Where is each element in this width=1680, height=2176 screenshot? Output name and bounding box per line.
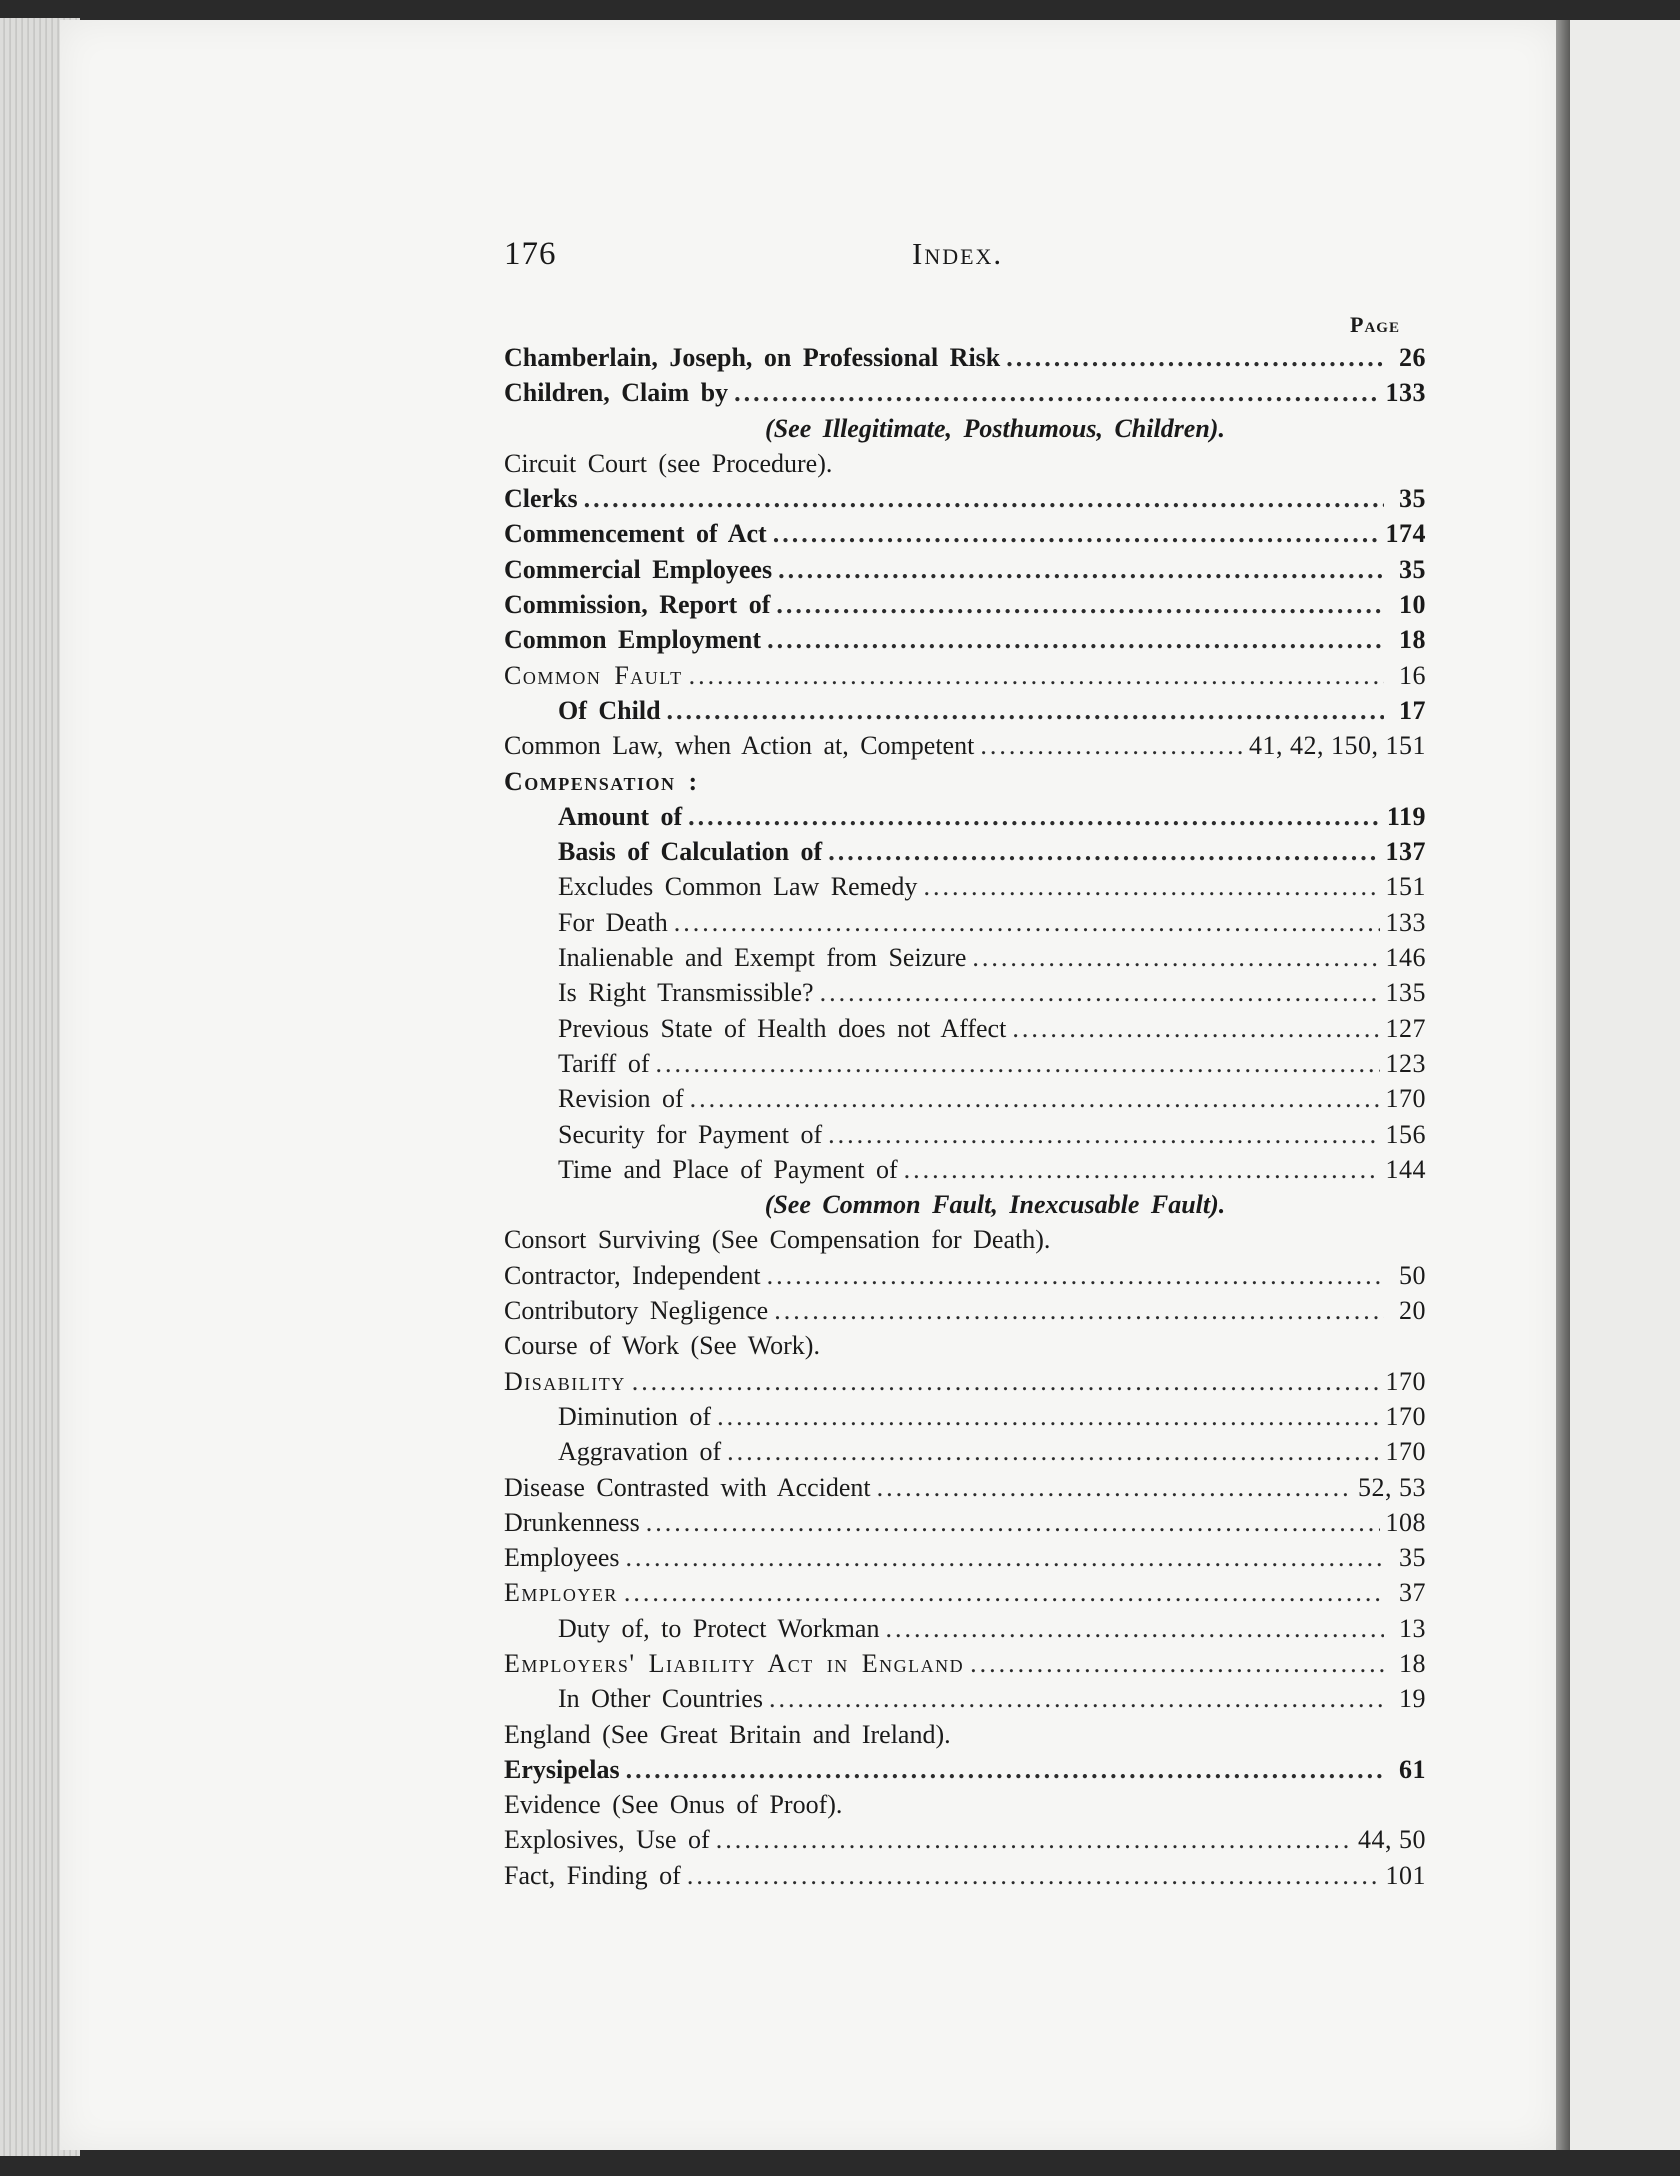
- dot-leader: [667, 693, 1384, 728]
- index-entry: [504, 728, 1426, 763]
- dot-leader: [769, 1681, 1384, 1716]
- index-entry: [504, 905, 1426, 940]
- index-entry-label: In Other Countries: [558, 1684, 763, 1714]
- index-entry-label: Of Child: [558, 695, 661, 725]
- dot-leader: [972, 940, 1379, 975]
- index-entry: [504, 1293, 1426, 1328]
- dot-leader: [734, 375, 1379, 410]
- dot-leader: [923, 869, 1379, 904]
- dot-leader: [980, 728, 1243, 763]
- index-entry-pages: 127: [1385, 1013, 1426, 1043]
- index-entry: [504, 1505, 1426, 1540]
- index-entry-pages: 16: [1399, 660, 1426, 690]
- index-entry-label: Disability: [504, 1366, 626, 1396]
- index-entry-pages: 35: [1399, 1543, 1426, 1573]
- index-entry-label: For Death: [558, 907, 668, 937]
- dot-leader: [778, 552, 1384, 587]
- dot-leader: [885, 1611, 1384, 1646]
- index-entry-label: Clerks: [504, 484, 578, 514]
- dot-leader: [717, 1399, 1379, 1434]
- index-entry-pages: 41, 42, 150, 151: [1249, 731, 1426, 761]
- index-entry-pages: 135: [1385, 978, 1426, 1008]
- index-entry: [504, 1222, 1426, 1257]
- running-title: Index.: [912, 236, 1004, 271]
- index-entry: [504, 1011, 1426, 1046]
- index-entry-label: Tariff of: [558, 1048, 650, 1078]
- dot-leader: [828, 1117, 1379, 1152]
- index-entry-label: Amount of: [558, 801, 683, 831]
- dot-leader: [584, 481, 1384, 516]
- dot-leader: [674, 905, 1380, 940]
- index-entry-label: Revision of: [558, 1084, 684, 1114]
- index-entry: [504, 375, 1426, 410]
- index-entry-label: Consort Surviving (See Compensation for Death).: [504, 1225, 1051, 1255]
- index-entry-label: Aggravation of: [558, 1437, 722, 1467]
- index-entry-label: Circuit Court (see Procedure).: [504, 448, 833, 478]
- dot-leader: [828, 834, 1379, 869]
- index-entry: [504, 1117, 1426, 1152]
- index-entry-label: Disease Contrasted with Accident: [504, 1472, 871, 1502]
- dot-leader: [877, 1470, 1352, 1505]
- page-number: 176: [504, 236, 557, 272]
- index-entry-label: Common Law, when Action at, Competent: [504, 731, 975, 761]
- index-entry: [504, 1046, 1426, 1081]
- index-entry-label: Course of Work (See Work).: [504, 1331, 820, 1361]
- index-entry-pages: 108: [1385, 1507, 1426, 1537]
- index-entry-pages: 101: [1385, 1860, 1426, 1890]
- index-entry-pages: 52, 53: [1358, 1472, 1426, 1502]
- dot-leader: [1006, 340, 1384, 375]
- index-entry-label: Is Right Transmissible?: [558, 978, 814, 1008]
- index-entry-pages: 170: [1385, 1401, 1426, 1431]
- index-entry-pages: 26: [1399, 343, 1426, 372]
- dot-leader: [689, 658, 1384, 693]
- dot-leader: [820, 975, 1380, 1010]
- index-entry-pages: 19: [1399, 1684, 1426, 1714]
- dot-leader: [716, 1822, 1352, 1857]
- index-entry: [504, 516, 1426, 551]
- index-entry: [504, 1646, 1426, 1681]
- facing-page-edge: [1570, 20, 1680, 2150]
- index-entry-pages: 35: [1399, 554, 1426, 584]
- index-entry-label: Commencement of Act: [504, 519, 767, 549]
- index-entry-label: Commission, Report of: [504, 590, 771, 620]
- index-entry: [504, 481, 1426, 516]
- index-entry-label: Contributory Negligence: [504, 1296, 769, 1326]
- index-entry-pages: 170: [1385, 1084, 1426, 1114]
- index-entry-pages: 170: [1385, 1366, 1426, 1396]
- index-entry-label: Employers' Liability Act in England: [504, 1648, 965, 1678]
- index-entry-label: Commercial Employees: [504, 554, 773, 584]
- index-entry: [504, 1717, 1426, 1752]
- index-entry-label: Chamberlain, Joseph, on Professional Risk: [504, 343, 1001, 372]
- dot-leader: [626, 1540, 1384, 1575]
- index-list: [504, 340, 1426, 1893]
- index-entry: [504, 1434, 1426, 1469]
- index-entry: [504, 1258, 1426, 1293]
- index-entry-label: Time and Place of Payment of: [558, 1154, 898, 1184]
- dot-leader: [626, 1752, 1384, 1787]
- index-entry: [504, 975, 1426, 1010]
- index-entry-label: Duty of, to Protect Workman: [558, 1613, 880, 1643]
- index-entry: [504, 1364, 1426, 1399]
- index-entry-pages: 151: [1385, 872, 1426, 902]
- index-entry-label: Fact, Finding of: [504, 1860, 681, 1890]
- dot-leader: [1012, 1011, 1379, 1046]
- index-entry-label: (See Illegitimate, Posthumous, Children).: [765, 413, 1225, 443]
- index-entry-pages: 50: [1399, 1260, 1426, 1290]
- index-entry: [504, 411, 1426, 446]
- dot-leader: [688, 799, 1381, 834]
- index-entry-label: Children, Claim by: [504, 378, 729, 408]
- gutter-shadow: [1556, 20, 1570, 2150]
- index-entry: [504, 1540, 1426, 1575]
- index-entry: [504, 940, 1426, 975]
- index-entry-pages: 10: [1399, 590, 1426, 620]
- index-entry-pages: 61: [1399, 1754, 1426, 1784]
- dot-leader: [687, 1858, 1380, 1893]
- dot-leader: [767, 622, 1384, 657]
- dot-leader: [904, 1152, 1380, 1187]
- index-entry-pages: 20: [1399, 1296, 1426, 1326]
- index-entry-label: Employer: [504, 1578, 618, 1608]
- index-entry-label: Drunkenness: [504, 1507, 640, 1537]
- index-entry: [504, 340, 1426, 375]
- index-entry-pages: 146: [1385, 943, 1426, 973]
- index-entry: [504, 1399, 1426, 1434]
- index-entry: [504, 1858, 1426, 1893]
- index-entry-label: Contractor, Independent: [504, 1260, 761, 1290]
- index-entry: [504, 1681, 1426, 1716]
- dot-leader: [774, 1293, 1384, 1328]
- index-entry: [504, 693, 1426, 728]
- index-entry: [504, 799, 1426, 834]
- index-entry-label: Employees: [504, 1543, 620, 1573]
- index-entry-pages: 18: [1399, 625, 1426, 655]
- index-entry: [504, 1575, 1426, 1610]
- index-entry-label: Common Employment: [504, 625, 762, 655]
- index-entry-pages: 137: [1385, 837, 1426, 867]
- dot-leader: [776, 587, 1384, 622]
- index-entry-label: Erysipelas: [504, 1754, 620, 1784]
- index-entry-pages: 35: [1399, 484, 1426, 514]
- index-entry-pages: 119: [1386, 801, 1426, 831]
- index-entry-pages: 170: [1385, 1437, 1426, 1467]
- dot-leader: [773, 516, 1380, 551]
- index-entry: [504, 1470, 1426, 1505]
- dot-leader: [970, 1646, 1384, 1681]
- page-header: [504, 236, 1424, 276]
- index-entry-pages: 174: [1385, 519, 1426, 549]
- dot-leader: [690, 1081, 1380, 1116]
- index-entry: [504, 446, 1426, 481]
- index-entry: [504, 1187, 1426, 1222]
- index-entry: [504, 552, 1426, 587]
- index-entry: [504, 1611, 1426, 1646]
- index-entry: [504, 658, 1426, 693]
- index-entry: [504, 764, 1426, 799]
- index-entry: [504, 869, 1426, 904]
- dot-leader: [646, 1505, 1380, 1540]
- index-entry-label: Common Fault: [504, 660, 683, 690]
- dot-leader: [727, 1434, 1379, 1469]
- page-column-heading: Page: [1350, 312, 1400, 337]
- index-entry: [504, 1152, 1426, 1187]
- dot-leader: [656, 1046, 1380, 1081]
- index-entry-label: Evidence (See Onus of Proof).: [504, 1790, 843, 1820]
- index-entry: [504, 1822, 1426, 1857]
- index-entry-pages: 156: [1385, 1119, 1426, 1149]
- index-entry-label: Previous State of Health does not Affect: [558, 1013, 1007, 1043]
- index-entry-pages: 144: [1385, 1154, 1426, 1184]
- dot-leader: [624, 1575, 1384, 1610]
- index-entry-pages: 13: [1399, 1613, 1426, 1643]
- index-entry-label: Explosives, Use of: [504, 1825, 710, 1855]
- index-entry-label: (See Common Fault, Inexcusable Fault).: [764, 1190, 1226, 1220]
- index-entry: [504, 587, 1426, 622]
- dot-leader: [767, 1258, 1384, 1293]
- index-entry: [504, 1752, 1426, 1787]
- index-entry: [504, 834, 1426, 869]
- index-entry-label: Security for Payment of: [558, 1119, 823, 1149]
- index-entry-pages: 37: [1399, 1578, 1426, 1608]
- index-entry-label: Diminution of: [558, 1401, 712, 1431]
- dot-leader: [632, 1364, 1380, 1399]
- index-entry: [504, 1328, 1426, 1363]
- index-entry: [504, 622, 1426, 657]
- index-entry-label: England (See Great Britain and Ireland).: [504, 1719, 951, 1749]
- index-entry-pages: 133: [1385, 378, 1426, 408]
- index-entry-pages: 133: [1385, 907, 1426, 937]
- index-entry-pages: 44, 50: [1358, 1825, 1426, 1855]
- index-entry-pages: 123: [1385, 1048, 1426, 1078]
- index-entry-pages: 18: [1399, 1648, 1426, 1678]
- index-entry: [504, 1081, 1426, 1116]
- index-entry: [504, 1787, 1426, 1822]
- index-entry-label: Compensation :: [504, 766, 699, 796]
- index-entry-pages: 17: [1399, 695, 1426, 725]
- index-entry-label: Inalienable and Exempt from Seizure: [558, 943, 967, 973]
- index-entry-label: Basis of Calculation of: [558, 837, 823, 867]
- index-entry-label: Excludes Common Law Remedy: [558, 872, 918, 902]
